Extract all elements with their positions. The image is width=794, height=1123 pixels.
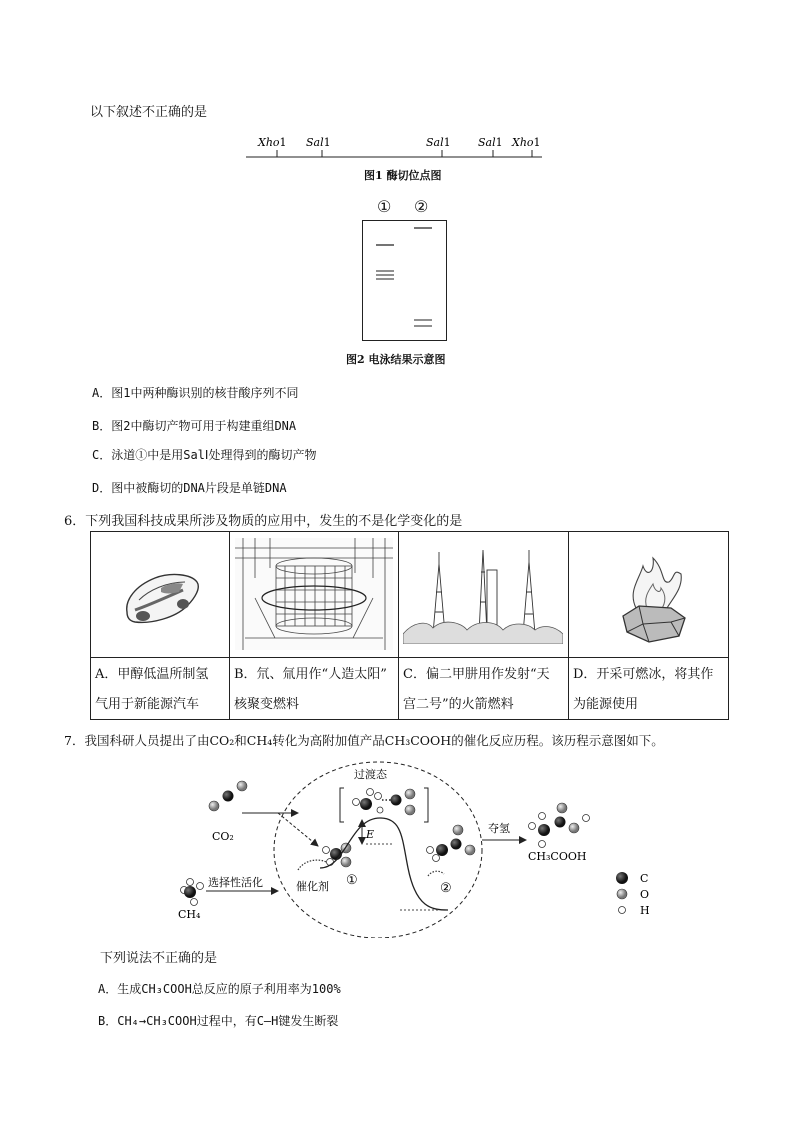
- site-label: Xho1: [258, 136, 287, 149]
- fig1-caption: 图1 酶切位点图: [364, 169, 442, 182]
- acetic-acid-molecule: [529, 803, 590, 848]
- co2-label: CO₂: [212, 830, 234, 843]
- reaction-diagram: [170, 758, 670, 938]
- q6-stem: 6．下列我国科技成果所涉及物质的应用中，发生的不是化学变化的是: [64, 514, 463, 529]
- product-label: CH₃COOH: [528, 850, 587, 863]
- energy-label: E: [366, 828, 375, 841]
- site-label: Sal1: [478, 136, 503, 149]
- svg-text:H: H: [640, 904, 650, 917]
- adsorbed-molecule-2: [427, 825, 476, 862]
- lane-label: ②: [414, 197, 429, 216]
- q7-option-b: B．CH₄→CH₃COOH过程中，有C—H键发生断裂: [98, 1014, 339, 1028]
- activation-label: 选择性活化: [208, 876, 263, 889]
- fig2-caption: 图2 电泳结果示意图: [346, 353, 446, 366]
- q6-option-c: C．偏二甲肼用作发射“天 宫二号”的火箭燃料: [403, 667, 550, 712]
- q5-option-c: C．泳道①中是用SalⅠ处理得到的酶切产物: [92, 448, 317, 462]
- q7-option-a: A．生成CH₃COOH总反应的原子利用率为100%: [98, 982, 341, 996]
- q6-option-b: B．氘、氚用作“人造太阳” 核聚变燃料: [234, 667, 387, 712]
- transition-label: 过渡态: [354, 768, 387, 781]
- svg-text:C: C: [640, 872, 649, 885]
- svg-text:O: O: [640, 888, 650, 901]
- hydrogen-car-image: [121, 560, 203, 630]
- q5-intro: 以下叙述不正确的是: [90, 105, 208, 120]
- co2-molecule: [209, 781, 247, 811]
- atom-legend: [616, 872, 650, 917]
- rocket-launch-image: [403, 542, 563, 644]
- gel-diagram: [362, 220, 448, 342]
- dehydro-label: 夺氢: [488, 822, 510, 835]
- q6-option-d: D．开采可燃冰，将其作 为能源使用: [573, 667, 714, 712]
- ch4-label: CH₄: [178, 908, 201, 921]
- catalyst-label: 催化剂: [296, 880, 329, 893]
- restriction-map: [240, 132, 550, 192]
- burning-ice-image: [609, 552, 699, 647]
- site-label: Sal1: [426, 136, 451, 149]
- q5-option-a: A．图1中两种酶识别的核苷酸序列不同: [92, 386, 299, 400]
- q6-table: [90, 531, 729, 720]
- q7-sub-stem: 下列说法不正确的是: [100, 951, 218, 966]
- step1-label: ①: [346, 873, 358, 888]
- q7-stem: 7．我国科研人员提出了由CO₂和CH₄转化为高附加值产品CH₃COOH的催化反应历程。该历程示意图如下。: [64, 733, 664, 748]
- lane-label: ①: [377, 197, 392, 216]
- transition-state-molecule: [353, 789, 416, 816]
- fusion-reactor-image: [235, 538, 393, 650]
- site-label: Xho1: [512, 136, 541, 149]
- q5-option-d: D．图中被酶切的DNA片段是单链DNA: [92, 481, 287, 495]
- step2-label: ②: [440, 881, 452, 896]
- q6-option-a: A．甲醇低温所制氢 气用于新能源汽车: [95, 667, 209, 712]
- ch4-molecule: [181, 879, 204, 906]
- q5-option-b: B．图2中酶切产物可用于构建重组DNA: [92, 419, 297, 433]
- site-label: Sal1: [306, 136, 331, 149]
